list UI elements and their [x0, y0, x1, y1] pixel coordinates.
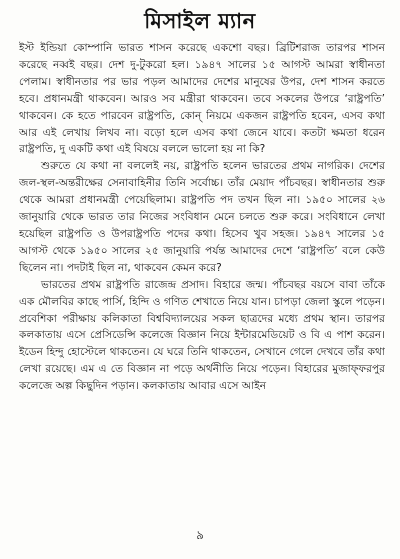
paragraph-3: ভারতের প্রথম রাষ্ট্রপতি রাজেন্দ্র প্রসাদ। বিহারে জন্ম। পাঁচবছর বয়সে বাবা তাঁকে এক মৌলবির কাছে পার্সি, হিন্দি ও গণিত শেখাতে নিয়ে যান। চাপড়া জেলা স্কুলে পড়েন। প্রবেশিকা পরীক্ষায় কলিকাতা বিশ্ববিদ্যালয়ের সকল ছাত্রদের মধ্যে প্রথম স্থান। তারপর কলকাতায় এসে প্রেসিডেন্সি কলেজে বিজ্ঞান নিয়ে ইন্টারমেডিয়েট ও বি এ পাশ করেন। ইডেন হিন্দু হোস্টেলে থাকতেন। যে ঘরে তিনি থাকতেন, সেখানে গেলে দেখবে তাঁর কথা লেখা রয়েছে। এম এ তে বিজ্ঞান না পড়ে অর্থনীতি নিয়ে পড়েন। বিহারের মুজাফ্‌ফরপুর কলেজে অল্প কিছুদিন পড়ান। কলকাতায় আবার এসে আইন: [19, 278, 385, 393]
chapter-title: মিসাইল ম্যান: [144, 8, 256, 33]
body-text: [19, 40, 385, 520]
paragraph-1: ইস্ট ইন্ডিয়া কোম্পানি ভারত শাসন করেছে একশো বছর। ব্রিটিশরাজ তারপর শাসন করেছে নব্বই বছর। দেশ দু-টুকরো হল। ১৯৪৭ সালের ১৫ আগস্ট আমরা স্বাধীনতা পেলাম। স্বাধীনতার পর ভার পড়ল আমাদের দেশের মানুষের উপর, দেশ শাসন করতে হবে। প্রধানমন্ত্রী থাকবেন। আরও সব মন্ত্রীরা থাকবেন। তবে সকলের উপরে ‘রাষ্ট্রপতি’ থাকবেন। কে হতে পারবেন রাষ্ট্রপতি, কোন্‌ নিয়মে একজন রাষ্ট্রপতি হবেন, এসব কথা আর এই লেখায় লিখব না। বড়ো হলে এসব কথা জেনে যাবে। কতটা ক্ষমতা ধরেন রাষ্ট্রপতি, দু একটি কথা এই বিষয়ে বললে ভালো হয় না কি?: [19, 42, 385, 156]
paragraph-2: শুরুতে যে কথা না বললেই নয়, রাষ্ট্রপতি হলেন ভারতের প্রথম নাগরিক। দেশের জল-স্থল-অন্তরীক্ষের সেনাবাহিনীর তিনি সর্বোচ্চ। তাঁর মেয়াদ পাঁচবছর। স্বাধীনতার শুরু থেকে আমরা প্রধানমন্ত্রী পেয়েছিলাম। রাষ্ট্রপতি পদ তখন ছিল না। ১৯৫০ সালের ২৬ জানুয়ারি থেকে ভারত তার নিজের সংবিধান মেনে চলতে শুরু করে। সংবিধানে লেখা হয়েছিল রাষ্ট্রপতি ও উপরাষ্ট্রপতি পদের কথা। হিসেব খুব সহজ। ১৯৪৭ সালের ১৫ আগস্ট থেকে ১৯৫০ সালের ২৫ জানুয়ারি পর্যন্ত আমাদের দেশে ‘রাষ্ট্রপতি’ বলে কেউ ছিলেন না। পদটাই ছিল না, থাকবেন কেমন করে?: [19, 160, 385, 274]
page-number: ৯: [196, 528, 204, 542]
